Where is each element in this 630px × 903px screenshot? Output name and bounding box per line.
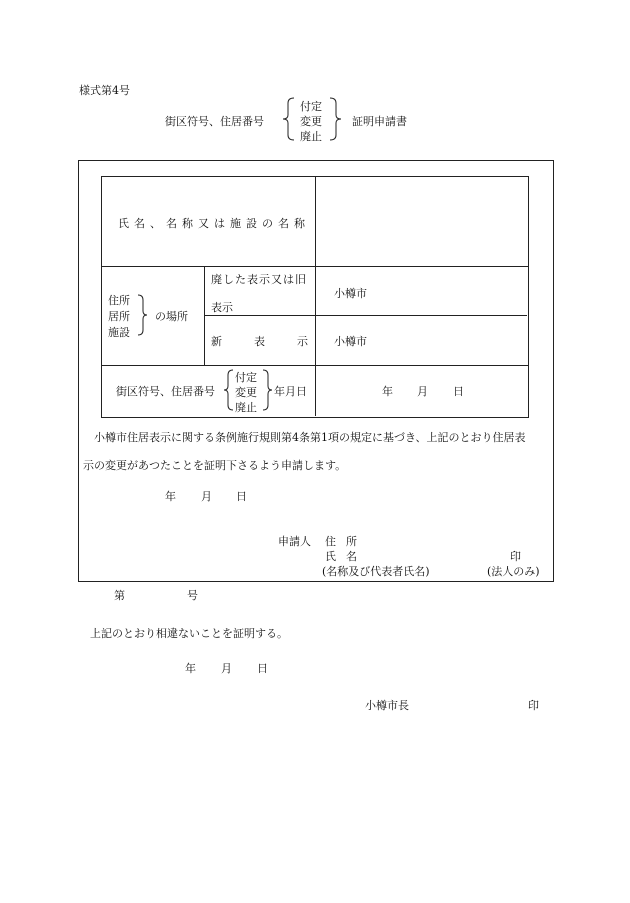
certificate-issuer: 小樽市長 (365, 699, 409, 712)
certificate-statement: 上記のとおり相違ないことを証明する。 (90, 627, 288, 640)
location-type-3: 施設 (108, 326, 130, 339)
applicant-name-label: 氏名 (325, 550, 367, 563)
left-brace-icon (282, 97, 296, 141)
applicant-note: (名称及び代表者氏名) (322, 565, 430, 578)
title-option-1: 付定 (300, 100, 322, 113)
applicant-address-label: 住所 (325, 535, 367, 548)
date-year[interactable]: 年 (382, 385, 393, 398)
title-suffix: 証明申請書 (352, 115, 407, 128)
certificate-number-suffix: 号 (187, 589, 198, 602)
old-display-label-line1: 廃した表示又は旧 (211, 273, 307, 286)
application-date-day[interactable]: 日 (236, 490, 247, 503)
application-date-year[interactable]: 年 (165, 490, 176, 503)
certificate-seal: 印 (528, 699, 539, 712)
application-date-month[interactable]: 月 (201, 490, 212, 503)
right-brace-icon (261, 369, 273, 411)
name-value-field[interactable] (316, 177, 527, 266)
date-row-option-1: 付定 (235, 371, 257, 384)
certificate-date-year: 年 (185, 662, 196, 675)
date-month[interactable]: 月 (417, 385, 428, 398)
new-display-label: 新表示 (211, 335, 340, 348)
name-label: 氏名、名称又は施設の名称 (118, 217, 310, 230)
date-row-prefix: 街区符号、住居番号 (116, 385, 215, 398)
date-row-option-2: 変更 (235, 386, 257, 399)
table-divider (315, 366, 316, 416)
location-suffix: の場所 (155, 310, 188, 323)
table-divider (204, 267, 205, 366)
applicant-seal: 印 (510, 550, 521, 563)
title-option-3: 廃止 (300, 130, 322, 143)
date-day[interactable]: 日 (453, 385, 464, 398)
table-divider (102, 266, 528, 267)
old-display-label-line2: 表示 (211, 301, 233, 314)
request-text-line1: 小樽市住居表示に関する条例施行規則第4条第1項の規定に基づき、上記のとおり住居表 (94, 431, 526, 444)
certificate-date-month: 月 (221, 662, 232, 675)
title-option-2: 変更 (300, 115, 322, 128)
location-type-2: 居所 (108, 310, 130, 323)
date-row-suffix: 年月日 (274, 385, 307, 398)
right-brace-icon (328, 97, 342, 141)
location-type-1: 住所 (108, 294, 130, 307)
title-prefix: 街区符号、住居番号 (165, 115, 264, 128)
applicant-corporate-note: (法人のみ) (487, 565, 540, 578)
applicant-label: 申請人 (278, 535, 311, 548)
new-display-value[interactable]: 小樽市 (334, 335, 367, 348)
date-row-option-3: 廃止 (235, 401, 257, 414)
table-divider (204, 315, 527, 316)
form-number: 様式第4号 (79, 84, 130, 97)
request-text-line2: 示の変更があつたことを証明下さるよう申請します。 (83, 459, 347, 472)
certificate-date-day: 日 (257, 662, 268, 675)
old-display-value[interactable]: 小樽市 (334, 287, 367, 300)
certificate-number-prefix: 第 (114, 589, 125, 602)
right-brace-icon (136, 294, 148, 336)
left-brace-icon (223, 369, 235, 411)
